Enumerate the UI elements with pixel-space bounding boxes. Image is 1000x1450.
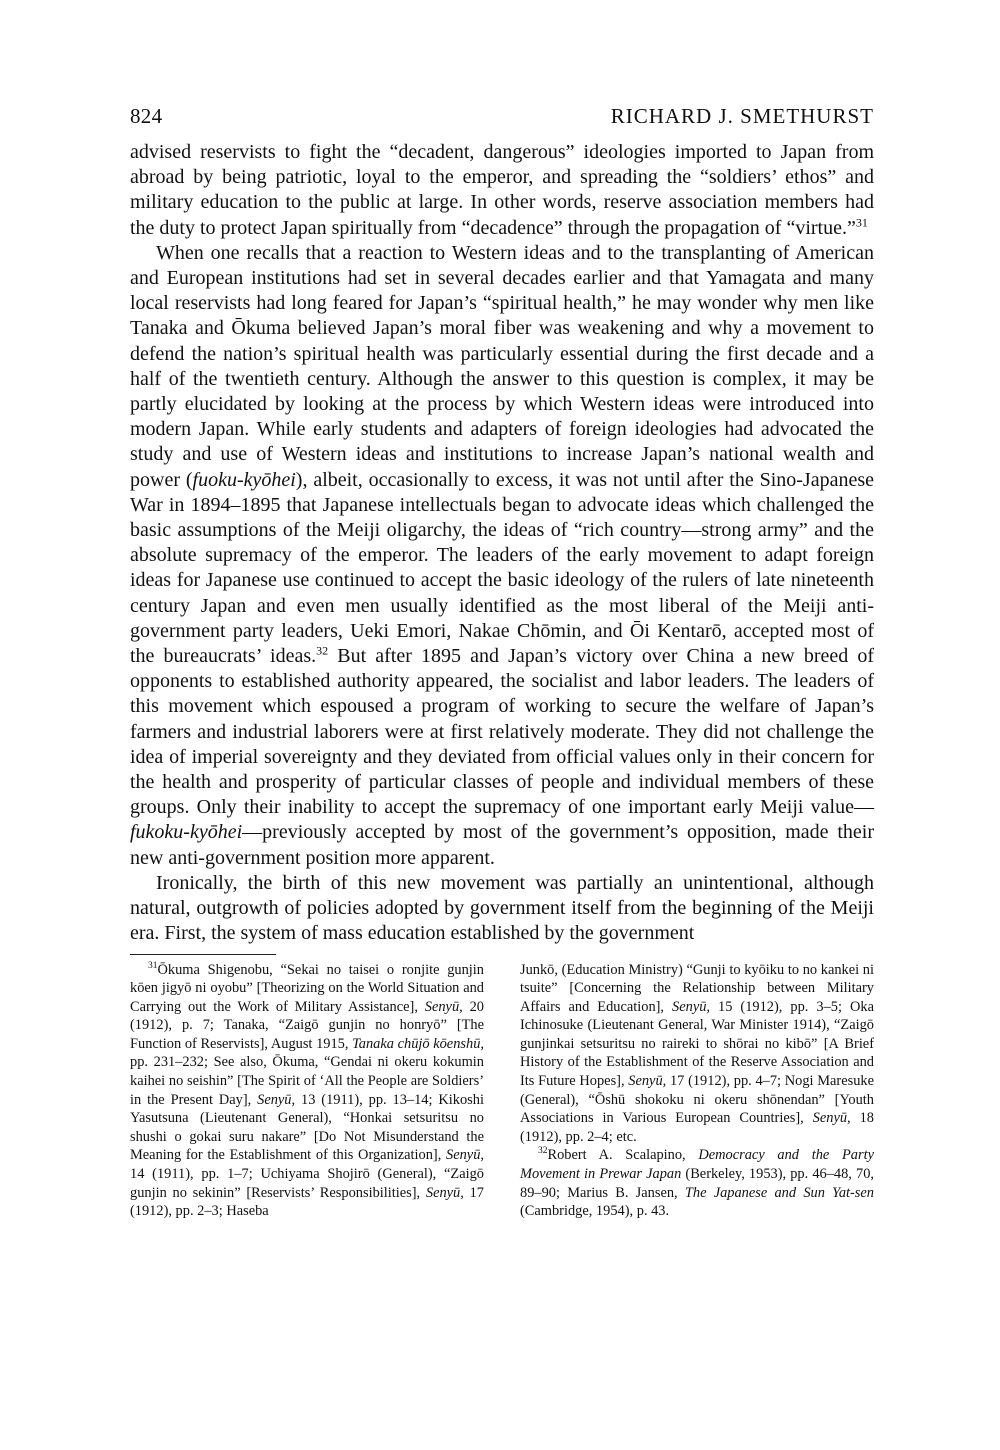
footnote-column-left [130, 961, 484, 1221]
journal-title: Senyū, [446, 1147, 484, 1164]
paragraph-2-text-c: But after 1895 and Japan’s victory over China a new breed of opponents to established authority appeared, the socialist and labor leaders. The leaders of this movement which espoused a program of working to secure the welfare of Japan’s farmers and industrial laborers were at first relatively moderate. They did not challenge the idea of imperial sovereignty and they deviated from official values only in their concern for the health and prosperity of particular classes of people and individual members of these groups. Only their inability to accept the supremacy of one important early Meiji value— [130, 645, 875, 819]
paragraph-2-text-a: When one recalls that a reaction to Western ideas and to the transplanting of American and European institutions had set in several decades earlier and that Yamagata and many local reservists had long feared for Japan’s “spiritual health,” he may wonder why men like Tanaka and Ōkuma believed Japan’s moral fiber was weakening and why a movement to defend the nation’s spiritual health was particularly essential during the first decade and a half of the twentieth century. Although the answer to this question is complex, it may be partly elucidated by looking at the process by which Western ideas were introduced into modern Japan. While early students and adapters of foreign ideologies had advocated the study and use of Western ideas and institutions to increase Japan’s national wealth and power ( [130, 241, 874, 491]
book-title: Tanaka chūjō kōenshū, [352, 1035, 484, 1052]
footnote-31-text-i: 17 (1912), pp. 4–7; Nogi Maresuke (General), “Ōshū shokoku ni okeru shōnendan” [Youth Associations in Various European Countries], [520, 1073, 874, 1127]
page [130, 104, 874, 1221]
journal-title: Senyū, [425, 1184, 464, 1201]
journal-title: Senyū, [424, 998, 463, 1015]
footnotes [130, 961, 874, 1221]
paragraph-3 [130, 871, 874, 947]
journal-title: Senyū, [672, 998, 711, 1015]
footnote-31-text-e: 14 (1911), pp. 1–7; Uchiyama Shojirō (General), “Zaigō gunjin no sekinin” [Reservists’ Responsibilities], [130, 1166, 484, 1201]
term-fukoku-kyohei: fukoku-kyōhei [130, 821, 243, 844]
footnote-31-text-k: 18 (1912), pp. 2–4; etc. [520, 1110, 874, 1145]
footnote-31-text-f: 17 (1912), pp. 2–3; Haseba [130, 1184, 484, 1220]
book-title: The Japanese and Sun Yat-sen [684, 1184, 874, 1201]
page-number: 824 [130, 104, 163, 128]
term-fuoku-kyohei: fuoku-kyōhei [192, 468, 296, 491]
footnote-32 [520, 1146, 874, 1220]
body-text [130, 140, 874, 947]
paragraph-1-text: advised reservists to fight the “decadent, dangerous” ideologies imported to Japan from abroad by being patriotic, loyal to the emperor, and spreading the “soldiers’ ethos” and military education to the public at large. In other words, reserve association members had the duty to protect Japan spiritually from “decadence” through the propagation of “virtue.” [130, 141, 874, 239]
footnote-31-continued [520, 961, 874, 1147]
footnote-ref-32: 32 [316, 643, 329, 658]
footnote-31-text-b: 20 (1912), p. 7; Tanaka, “Zaigō gunjin no honryō” [The Function of Reservists], August 1915, [130, 998, 484, 1052]
footnote-31-text-g: Junkō, (Education Ministry) “Gunji to kyōiku to no kankei ni tsuite” [Concerning the Relationship between Military Affairs and Education], [520, 961, 874, 1015]
footnote-31-text-d: 13 (1911), pp. 13–14; Kikoshi Yasutsuna (Lieutenant General), “Honkai setsuritsu no shushi o gokai suru nakare” [Do Not Misunderstand the Meaning for the Establishment of this Organization], [130, 1091, 484, 1164]
footnote-31 [130, 961, 484, 1221]
footnote-32-text-c: (Cambridge, 1954), p. 43. [520, 1203, 670, 1220]
journal-title: Senyū, [812, 1110, 851, 1127]
footnote-31-text-a: Ōkuma Shigenobu, “Sekai no taisei o ronjite gunjin kōen jigyō ni oyobu” [Theorizing on the World Situation and Carrying out the Work of Military Assistance], [130, 961, 484, 1015]
footnote-31-number: 31 [148, 960, 158, 971]
paragraph-2 [130, 241, 874, 871]
journal-title: Senyū, [257, 1091, 296, 1108]
footnote-31-text-h: 15 (1912), pp. 3–5; Oka Ichinosuke (Lieutenant General, War Minister 1914), “Zaigō gunjinkai setsuritsu no raireki to shōrai no kibō” [A Brief History of the Establishment of the Reserve Association and Its Future Hopes], [520, 998, 874, 1090]
running-head [130, 104, 874, 136]
footnote-31-text-c: pp. 231–232; See also, Ōkuma, “Gendai ni okeru kokumin kaihei no seishin” [The Spirit of ‘All the People are Soldiers’ in the Present Day], [130, 1054, 484, 1108]
footnote-column-right [520, 961, 874, 1221]
paragraph-2-text-b: ), albeit, occasionally to excess, it was not until after the Sino-Japanese War in 1894–1895 that Japanese intellectuals began to advocate ideas which challenged the basic assumptions of the Meiji oligarchy, the ideas of “rich country—strong army” and the absolute supremacy of the emperor. The leaders of the early movement to adapt foreign ideas for Japanese use continued to accept the basic ideology of the rulers of late nineteenth century Japan and even men usually identified as the most liberal of the Meiji anti-government party leaders, Ueki Emori, Nakae Chōmin, and Ōi Kentarō, accepted most of the bureaucrats’ ideas. [130, 468, 874, 668]
book-title: Democracy and the Party Movement in Prewar Japan [520, 1147, 874, 1183]
footnote-32-number: 32 [538, 1146, 548, 1157]
paragraph-2-text-d: —previously accepted by most of the government’s opposition, made their new anti-government position more apparent. [130, 821, 874, 869]
journal-title: Senyū, [628, 1073, 667, 1090]
paragraph-1 [130, 140, 874, 241]
footnote-32-text-a: Robert A. Scalapino, [547, 1147, 699, 1164]
paragraph-3-text: Ironically, the birth of this new movement was partially an unintentional, although natural, outgrowth of policies adopted by government itself from the beginning of the Meiji era. First, the system of mass education established by the government [130, 871, 874, 945]
footnote-rule [130, 954, 276, 955]
footnote-ref-31: 31 [855, 214, 868, 229]
running-head-author: RICHARD J. SMETHURST [610, 104, 874, 128]
footnote-32-text-b: (Berkeley, 1953), pp. 46–48, 70, 89–90; Marius B. Jansen, [520, 1166, 875, 1201]
